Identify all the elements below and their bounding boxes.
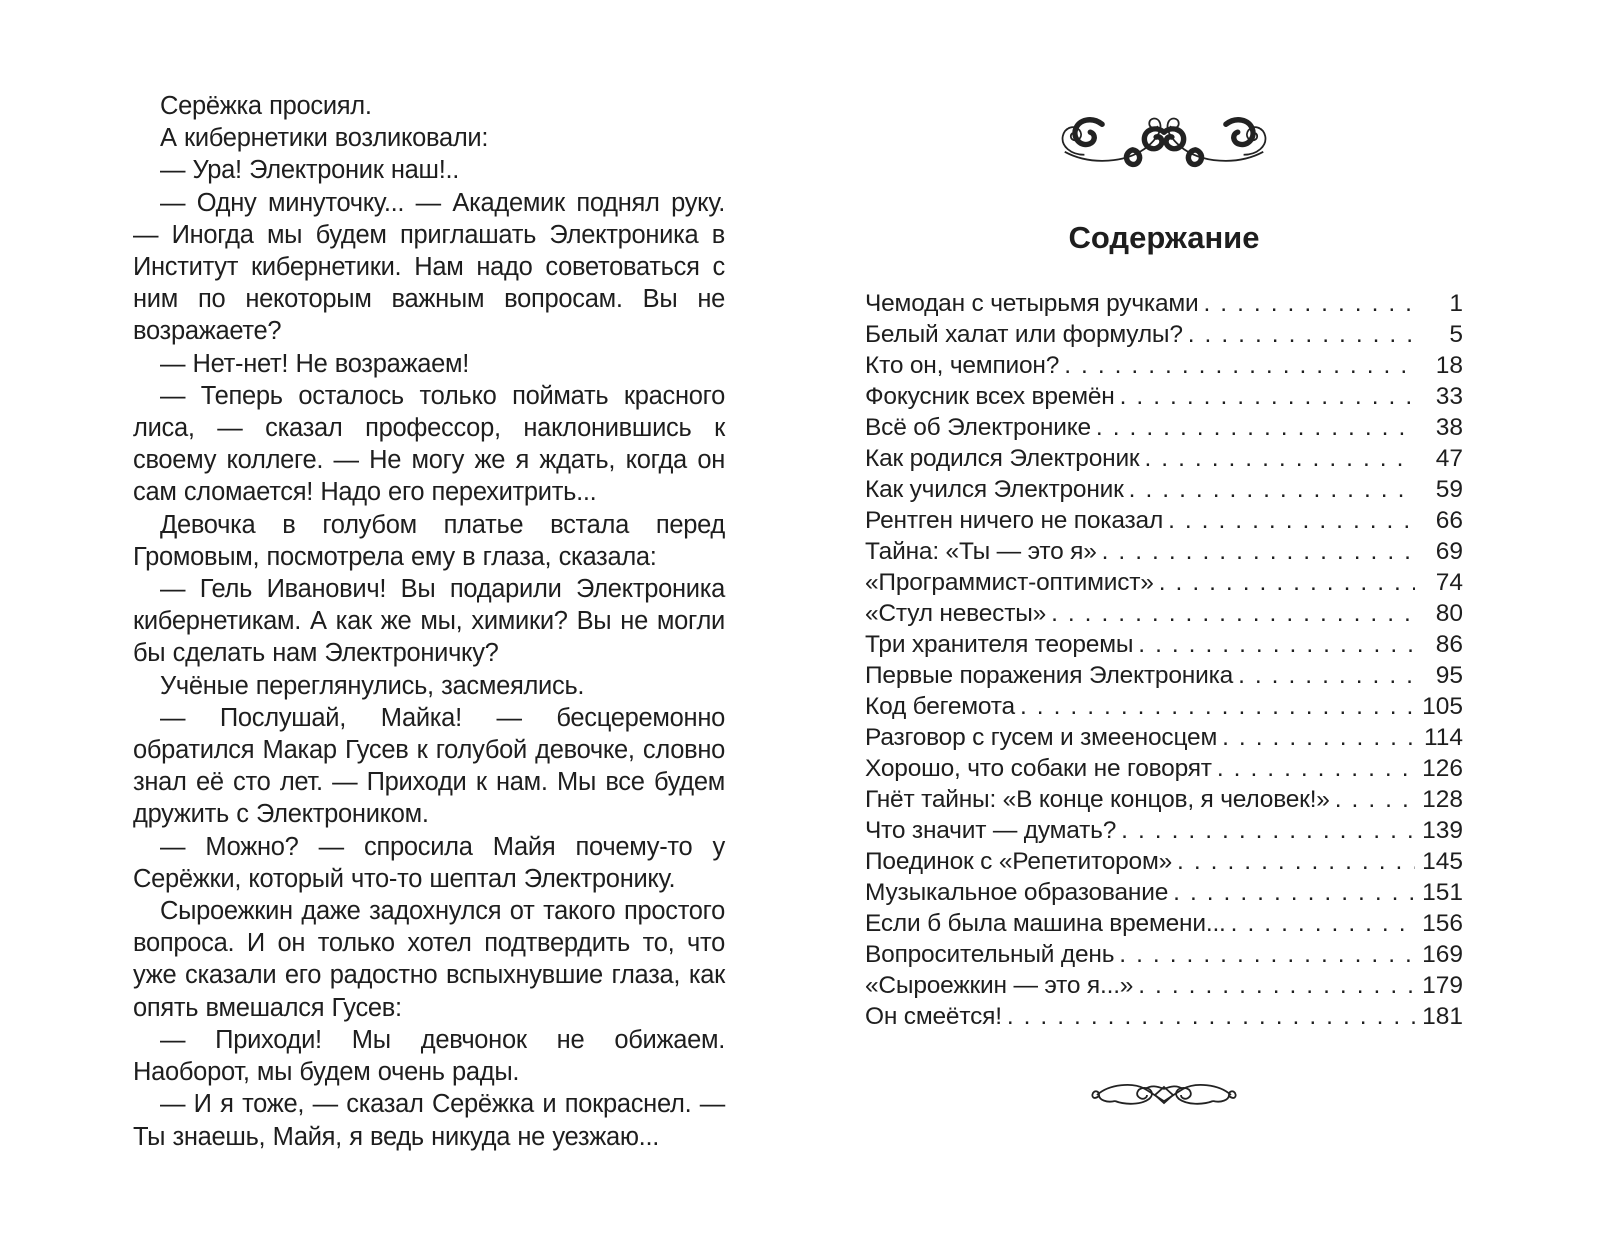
toc-page-number: 126 bbox=[1422, 755, 1463, 782]
toc-entry-title: Как родился Электроник bbox=[865, 445, 1140, 472]
toc-page-number: 114 bbox=[1423, 724, 1463, 751]
toc-entry-title: Он смеётся! bbox=[865, 1003, 1002, 1030]
toc-row bbox=[865, 567, 1463, 598]
toc-entry-title: Как учился Электроник bbox=[865, 476, 1124, 503]
toc-entry-title: «Программист-оптимист» bbox=[865, 569, 1154, 596]
toc-row bbox=[865, 846, 1463, 877]
toc-entry-title: Код бегемота bbox=[865, 693, 1015, 720]
toc-dot-leader bbox=[1138, 970, 1415, 1001]
toc-dot-leader bbox=[1168, 505, 1415, 536]
paragraph: — И я тоже, — сказал Серёжка и покраснел. — Ты знаешь, Майя, я ведь никуда не уезжаю... bbox=[133, 1090, 725, 1151]
footer-flourish-ornament bbox=[1089, 1074, 1239, 1116]
toc-dot-leader bbox=[1144, 443, 1415, 474]
toc-row bbox=[865, 350, 1463, 381]
toc-dot-leader bbox=[1121, 815, 1415, 846]
toc-entry-title: «Сыроежкин — это я...» bbox=[865, 972, 1134, 999]
toc-page-number: 74 bbox=[1435, 569, 1463, 596]
toc-entry-title: Кто он, чемпион? bbox=[865, 352, 1060, 379]
toc-page-number: 156 bbox=[1422, 910, 1463, 937]
toc-row bbox=[865, 908, 1463, 939]
header-flourish-ornament bbox=[1051, 108, 1277, 174]
toc-dot-leader bbox=[1096, 412, 1415, 443]
toc-dot-leader bbox=[1173, 877, 1415, 908]
toc-entry-title: Тайна: «Ты — это я» bbox=[865, 538, 1097, 565]
toc-dot-leader bbox=[1335, 784, 1415, 815]
paragraph: — Приходи! Мы девчонок не обижаем. Наоборот, мы будем очень рады. bbox=[133, 1025, 725, 1087]
toc-entry-title: Три хранителя теоремы bbox=[865, 631, 1134, 658]
table-of-contents bbox=[865, 288, 1463, 1032]
toc-dot-leader bbox=[1222, 722, 1415, 753]
paragraph: Девочка в голубом платье встала перед Громовым, посмотрела ему в глаза, сказала: bbox=[133, 510, 725, 571]
toc-row bbox=[865, 1001, 1463, 1032]
toc-row bbox=[865, 474, 1463, 505]
toc-entry-title: Хорошо, что собаки не говорят bbox=[865, 755, 1212, 782]
toc-row bbox=[865, 660, 1463, 691]
toc-dot-leader bbox=[1020, 691, 1415, 722]
toc-page-number: 1 bbox=[1449, 290, 1463, 317]
toc-dot-leader bbox=[1064, 350, 1415, 381]
toc-page-number: 66 bbox=[1435, 507, 1463, 534]
toc-entry-title: «Стул невесты» bbox=[865, 600, 1047, 627]
toc-dot-leader bbox=[1051, 598, 1415, 629]
toc-entry-title: Чемодан с четырьмя ручками bbox=[865, 290, 1199, 317]
toc-page-number: 145 bbox=[1422, 848, 1463, 875]
toc-page-number: 181 bbox=[1422, 1003, 1463, 1030]
toc-row bbox=[865, 288, 1463, 319]
toc-page-number: 38 bbox=[1435, 414, 1463, 441]
toc-dot-leader bbox=[1217, 753, 1415, 784]
toc-entry-title: Рентген ничего не показал bbox=[865, 507, 1164, 534]
toc-page-number: 151 bbox=[1422, 879, 1463, 906]
toc-page-number: 5 bbox=[1449, 321, 1463, 348]
toc-dot-leader bbox=[1177, 846, 1415, 877]
toc-dot-leader bbox=[1138, 629, 1415, 660]
paragraph: — Нет-нет! Не возражаем! bbox=[160, 349, 470, 378]
toc-row bbox=[865, 505, 1463, 536]
toc-page-number: 59 bbox=[1435, 476, 1463, 503]
toc-row bbox=[865, 598, 1463, 629]
toc-dot-leader bbox=[1120, 381, 1415, 412]
toc-row bbox=[865, 381, 1463, 412]
toc-row bbox=[865, 753, 1463, 784]
toc-page-number: 80 bbox=[1435, 600, 1463, 627]
toc-page-number: 105 bbox=[1422, 693, 1463, 720]
toc-entry-title: Разговор с гусем и змееносцем bbox=[865, 724, 1218, 751]
toc-entry-title: Первые поражения Электроника bbox=[865, 662, 1234, 689]
paragraph: — Можно? — спросила Майя почему-то у Серёжки, который что-то шептал Электронику. bbox=[133, 832, 725, 893]
toc-page-number: 18 bbox=[1435, 352, 1463, 379]
toc-row bbox=[865, 319, 1463, 350]
toc-row bbox=[865, 443, 1463, 474]
toc-page-number: 128 bbox=[1422, 786, 1463, 813]
toc-dot-leader bbox=[1188, 319, 1415, 350]
toc-page-number: 69 bbox=[1435, 538, 1463, 565]
contents-title: Содержание bbox=[1068, 220, 1260, 255]
paragraph: Сыроежкин даже задохнулся от такого простого вопроса. И он только хотел подтвердить то, что уже сказали его радостно вспыхнувшие глаза, как опять вмешался Гусев: bbox=[133, 897, 725, 1022]
toc-row bbox=[865, 939, 1463, 970]
toc-page-number: 33 bbox=[1435, 383, 1463, 410]
toc-row bbox=[865, 815, 1463, 846]
toc-page-number: 95 bbox=[1435, 662, 1463, 689]
toc-dot-leader bbox=[1231, 908, 1415, 939]
toc-dot-leader bbox=[1238, 660, 1415, 691]
toc-entry-title: Если б была машина времени... bbox=[865, 910, 1226, 937]
paragraph: Серёжка просиял. bbox=[160, 92, 372, 120]
toc-entry-title: Белый халат или формулы? bbox=[865, 321, 1183, 348]
toc-row bbox=[865, 970, 1463, 1001]
toc-row bbox=[865, 691, 1463, 722]
toc-page-number: 47 bbox=[1435, 445, 1463, 472]
paragraph: — Послушай, Майка! — бесцеремонно обратился Макар Гусев к голубой девочке, словно знал её сто лет. — Приходи к нам. Мы все будем дружить с Электроником. bbox=[133, 703, 725, 829]
toc-page-number: 86 bbox=[1435, 631, 1463, 658]
toc-dot-leader bbox=[1204, 288, 1416, 319]
toc-entry-title: Вопросительный день bbox=[865, 941, 1115, 968]
toc-row bbox=[865, 722, 1463, 753]
left-page-text-block bbox=[133, 90, 725, 1153]
paragraph: — Ура! Электроник наш!.. bbox=[160, 156, 460, 185]
toc-row bbox=[865, 536, 1463, 567]
paragraph: Учёные переглянулись, засмеялись. bbox=[160, 671, 585, 700]
toc-row bbox=[865, 877, 1463, 908]
toc-page-number: 139 bbox=[1422, 817, 1463, 844]
toc-row bbox=[865, 629, 1463, 660]
paragraph: А кибернетики возликовали: bbox=[160, 124, 489, 153]
toc-entry-title: Фокусник всех времён bbox=[865, 383, 1115, 410]
toc-dot-leader bbox=[1159, 567, 1415, 598]
toc-entry-title: Что значит — думать? bbox=[865, 817, 1117, 844]
toc-entry-title: Гнёт тайны: «В конце концов, я человек!» bbox=[865, 786, 1330, 813]
toc-row bbox=[865, 412, 1463, 443]
toc-dot-leader bbox=[1129, 474, 1415, 505]
toc-entry-title: Поединок с «Репетитором» bbox=[865, 848, 1173, 875]
toc-dot-leader bbox=[1102, 536, 1415, 567]
paragraph: — Одну минуточку... — Академик поднял руку. — Иногда мы будем приглашать Электроника в Институт кибернетики. Нам надо советоваться с ним по некоторым важным вопросам. Вы не возражаете? bbox=[133, 188, 725, 346]
toc-page-number: 169 bbox=[1422, 941, 1463, 968]
toc-entry-title: Всё об Электронике bbox=[865, 414, 1091, 441]
toc-entry-title: Музыкальное образование bbox=[865, 879, 1169, 906]
toc-page-number: 179 bbox=[1422, 972, 1463, 999]
paragraph: — Теперь осталось только поймать красного лиса, — сказал профессор, наклонившись к своему коллеге. — Не могу же я ждать, когда он сам сломается! Надо его перехитрить... bbox=[133, 381, 725, 507]
toc-dot-leader bbox=[1119, 939, 1415, 970]
paragraph: — Гель Иванович! Вы подарили Электроника кибернетикам. А как же мы, химики? Вы не могли бы сделать нам Электроничку? bbox=[133, 575, 725, 668]
toc-dot-leader bbox=[1007, 1001, 1415, 1032]
right-page-contents bbox=[865, 100, 1463, 1116]
toc-row bbox=[865, 784, 1463, 815]
